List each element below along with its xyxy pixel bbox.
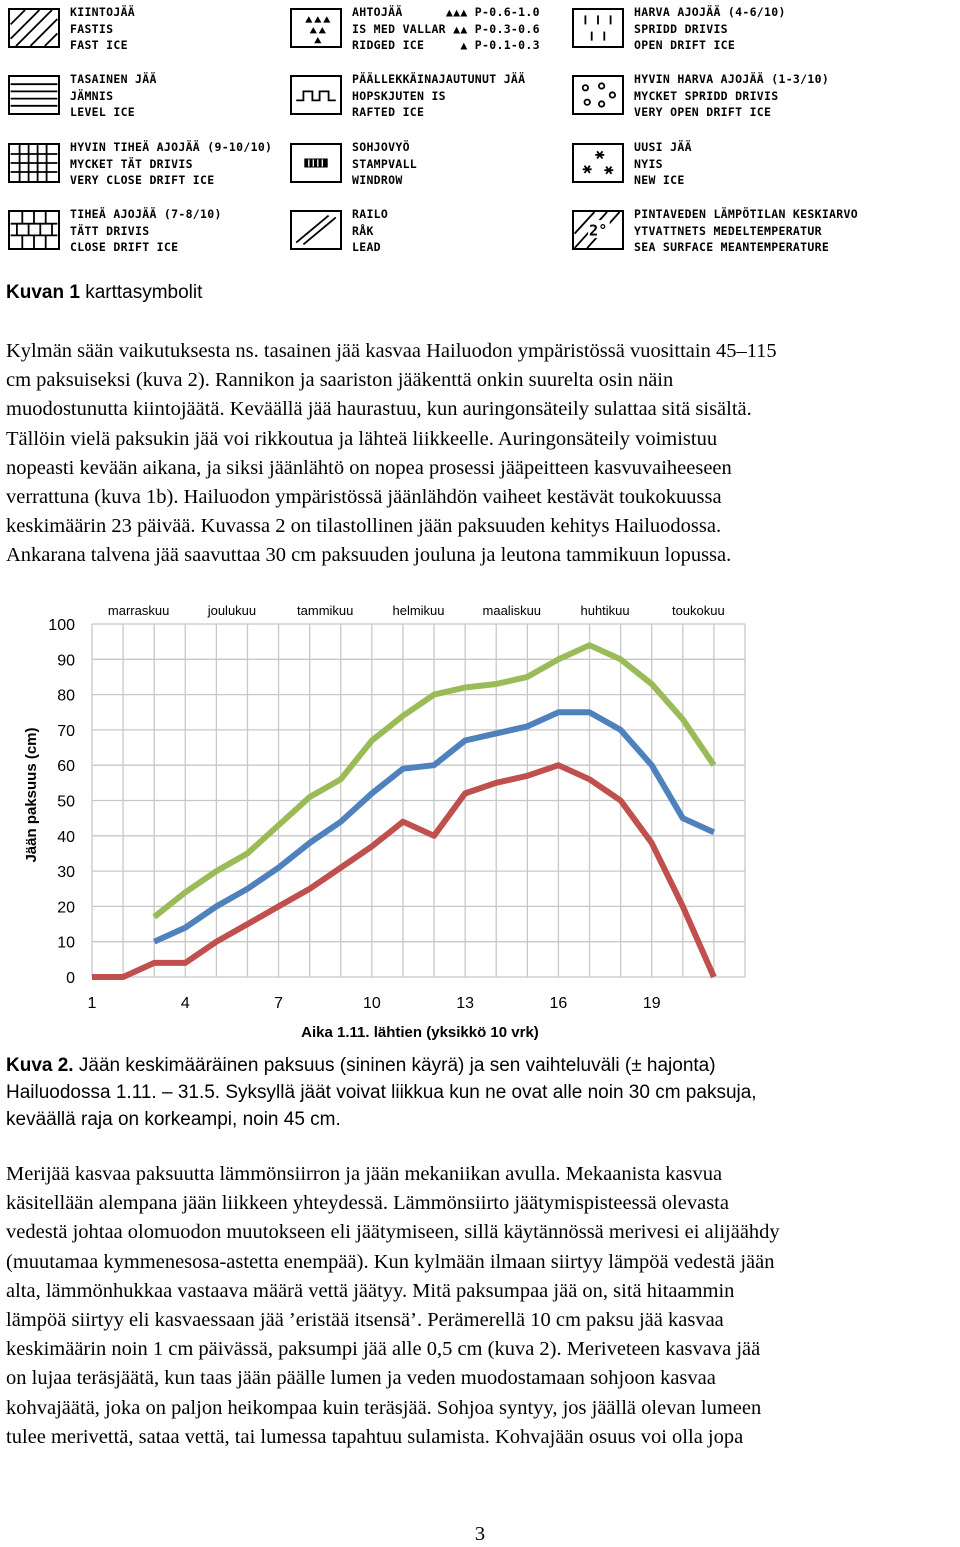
new-ice-icon xyxy=(572,143,624,183)
legend-item-fast-ice xyxy=(8,4,298,64)
legend-item-very-close-drift-ice xyxy=(8,139,298,199)
caption-text: Hailuodossa 1.11. – 31.5. Syksyllä jäät voivat liikkua kun ne ovat alle noin 30 cm paksuja, xyxy=(6,1082,757,1103)
y-axis-label: Jään paksuus (cm) xyxy=(23,727,40,863)
legend-item-very-open-drift-ice xyxy=(572,71,862,131)
legend-item-level-ice xyxy=(8,71,298,131)
text-line: verrattuna (kuva 1b). Hailuodon ympäristössä jäänlähdön vaiheet kestävät toukokuussa xyxy=(6,486,722,509)
very-open-drift-ice-icon xyxy=(572,75,624,115)
caption-label: Kuva 2. xyxy=(6,1055,74,1076)
legend-item-rafted-ice xyxy=(290,71,580,131)
month-label: toukokuu xyxy=(671,603,725,618)
x-tick-label: 13 xyxy=(456,995,475,1012)
y-tick-label: 20 xyxy=(57,899,75,917)
month-label: marraskuu xyxy=(107,603,170,618)
y-tick-label: 30 xyxy=(57,864,75,882)
legend-label: SOHJOVYÖ STAMPVALL WINDROW xyxy=(352,140,418,187)
x-tick-label: 7 xyxy=(274,995,284,1012)
legend-item-new-ice xyxy=(572,139,862,199)
text-line: keskimäärin 23 päivää. Kuvassa 2 on tilastollinen jään paksuuden kehitys Hailuodossa. xyxy=(6,515,722,538)
x-tick-label: 1 xyxy=(87,995,97,1012)
legend-item-windrow xyxy=(290,139,580,199)
month-label: helmikuu xyxy=(392,603,445,618)
ridged-ice-icon xyxy=(290,8,342,48)
legend-label: HARVA AJOJÄÄ (4-6/10) SPRIDD DRIVIS OPEN DRIFT ICE xyxy=(634,5,786,52)
legend-label: HYVIN TIHEÄ AJOJÄÄ (9-10/10) MYCKET TÄT DRIVIS VERY CLOSE DRIFT ICE xyxy=(70,140,273,187)
text-line: alta, lämmönhukkaa vastaava määrä vettä jäätyy. Mitä paksumpaa jää on, sitä hitaammin xyxy=(6,1279,735,1302)
text-line: lämpöä siirtyy eli kasvaessaan jää ’eristää itsensä’. Perämerellä 10 cm paksu jää kasvaa xyxy=(6,1309,724,1332)
text-line: Kylmän sään vaikutuksesta ns. tasainen jää kasvaa Hailuodon ympäristössä vuosittain 45–115 xyxy=(6,340,777,362)
y-tick-label: 60 xyxy=(57,758,75,776)
x-tick-label: 4 xyxy=(180,995,190,1012)
text-line: käsitellään alempana jään liikkeen yhteydessä. Lämmönsiirto jäätymispisteessä olevasta xyxy=(6,1192,729,1215)
y-tick-labels xyxy=(48,617,75,987)
legend-item-close-drift-ice xyxy=(8,206,298,266)
legend-label: PÄÄLLEKKÄINAJAUTUNUT JÄÄ HOPSKJUTEN IS RAFTED ICE xyxy=(352,72,526,119)
page-number: 3 xyxy=(474,1523,486,1545)
text-line: muodostunutta kiintojäätä. Keväällä jää haurastuu, kun auringonsäteily sulattaa sitä sisältä. xyxy=(6,398,752,421)
ice-thickness-chart xyxy=(0,595,760,1047)
text-line: Ankarana talvena jää saavuttaa 30 cm paksuuden jouluna ja leutona tammikuun lopussa. xyxy=(6,544,732,567)
lead-icon xyxy=(290,210,342,250)
legend-item-lead xyxy=(290,206,580,266)
sea-temperature-icon xyxy=(572,210,624,250)
caption-text: keväällä raja on korkeampi, noin 45 cm. xyxy=(6,1109,341,1130)
legend-label: TIHEÄ AJOJÄÄ (7-8/10) TÄTT DRIVIS CLOSE DRIFT ICE xyxy=(70,207,222,254)
y-tick-label: 50 xyxy=(57,793,75,811)
x-tick-label: 16 xyxy=(549,995,568,1012)
x-tick-label: 19 xyxy=(642,995,661,1012)
legend-label: PINTAVEDEN LÄMPÖTILAN KESKIARVO YTVATTNETS MEDELTEMPERATUR SEA SURFACE MEANTEMPERATURE xyxy=(634,207,858,254)
text-line: tulee merivettä, sataa vettä, tai lumessa tapahtuu sulamista. Kohvajään osuus voi olla jopa xyxy=(6,1425,744,1448)
text-line: keskimäärin noin 1 cm päivässä, paksumpi jää alle 0,5 cm (kuva 2). Meriveteen kasvava jää xyxy=(6,1338,761,1361)
legend-label: KIINTOJÄÄ FASTIS FAST ICE xyxy=(70,5,136,52)
text-line: Merijää kasvaa paksuutta lämmönsiirron ja jään mekaniikan avulla. Mekaanista kasvua xyxy=(6,1163,723,1185)
figure-caption-2 xyxy=(6,1052,757,1133)
y-tick-label: 90 xyxy=(57,652,75,670)
paragraph-1 xyxy=(6,337,960,571)
text-line: Tällöin vielä paksukin jää voi rikkoutua ja lähteä liikkeelle. Auringonsäteily voimistuu xyxy=(6,427,718,450)
month-labels xyxy=(108,603,725,618)
caption-text: Jään keskimääräinen paksuus (sininen käyrä) ja sen vaihteluväli (± hajonta) xyxy=(73,1055,716,1076)
x-tick-labels xyxy=(88,995,661,1012)
text-line: cm paksuiseksi (kuva 2). Rannikon ja saariston jääkenttä onkin suurelta osin näin xyxy=(6,369,674,392)
month-label: joulukuu xyxy=(207,603,257,618)
open-drift-ice-icon xyxy=(572,8,624,48)
y-tick-label: 10 xyxy=(57,934,75,952)
legend-label: UUSI JÄÄ NYIS NEW ICE xyxy=(634,140,692,187)
y-tick-label: 70 xyxy=(57,722,75,740)
text-line: (muutamaa kymmenesosa-astetta enempää). Kun kylmään ilmaan siirtyy lämpöä vedestä jään xyxy=(6,1250,775,1273)
y-tick-label: 0 xyxy=(66,970,75,987)
fast-ice-icon xyxy=(8,8,60,48)
y-tick-label: 80 xyxy=(57,687,75,705)
legend-item-open-drift-ice xyxy=(572,4,862,64)
figure-caption-1 xyxy=(6,282,202,304)
legend-item-ridged-ice xyxy=(290,4,580,64)
paragraph-2 xyxy=(6,1160,960,1452)
text-line: kohvajäätä, joka on paljon heikompaa kuin teräsjää. Sohjoa syntyy, jos jäällä olevan lumeen xyxy=(6,1396,762,1419)
legend-item-sea-temperature xyxy=(572,206,862,266)
month-label: maaliskuu xyxy=(482,603,542,618)
y-tick-label: 100 xyxy=(48,617,75,634)
text-line: vedestä johtaa olomuodon muutokseen eli jäätymiseen, sillä käytännössä merivesi ei alijäähdy xyxy=(6,1221,780,1244)
caption-label: Kuvan 1 xyxy=(6,282,80,303)
rafted-ice-icon xyxy=(290,75,342,115)
legend-label: HYVIN HARVA AJOJÄÄ (1-3/10) MYCKET SPRIDD DRIVIS VERY OPEN DRIFT ICE xyxy=(634,72,830,119)
month-label: tammikuu xyxy=(297,603,354,618)
month-label: huhtikuu xyxy=(580,603,630,618)
very-close-drift-ice-icon xyxy=(8,143,60,183)
y-tick-label: 40 xyxy=(57,828,75,846)
level-ice-icon xyxy=(8,75,60,115)
text-line: nopeasti kevään aikana, ja siksi jäänlähtö on nopea prosessi jääpeitteen kasvuvaiheeseen xyxy=(6,456,732,479)
text-line: on lujaa teräsjäätä, kun taas jään päälle lumen ja veden muodostamaan sohjoon kasvaa xyxy=(6,1367,716,1390)
x-tick-label: 10 xyxy=(362,995,381,1012)
close-drift-ice-icon xyxy=(8,210,60,250)
windrow-icon xyxy=(290,143,342,183)
legend-label: RAILO RÅK LEAD xyxy=(352,207,389,254)
caption-text: karttasymbolit xyxy=(79,282,203,303)
temperature-value: 2° xyxy=(589,221,608,240)
x-axis-label: Aika 1.11. lähtien (yksikkö 10 vrk) xyxy=(301,1024,539,1041)
legend-label: AHTOJÄÄ ▲▲▲ P-0.6-1.0 IS MED VALLAR ▲▲ P-0.3-0.6 RIDGED ICE ▲ P-0.1-0.3 xyxy=(352,5,540,52)
legend-label: TASAINEN JÄÄ JÄMNIS LEVEL ICE xyxy=(70,72,157,119)
